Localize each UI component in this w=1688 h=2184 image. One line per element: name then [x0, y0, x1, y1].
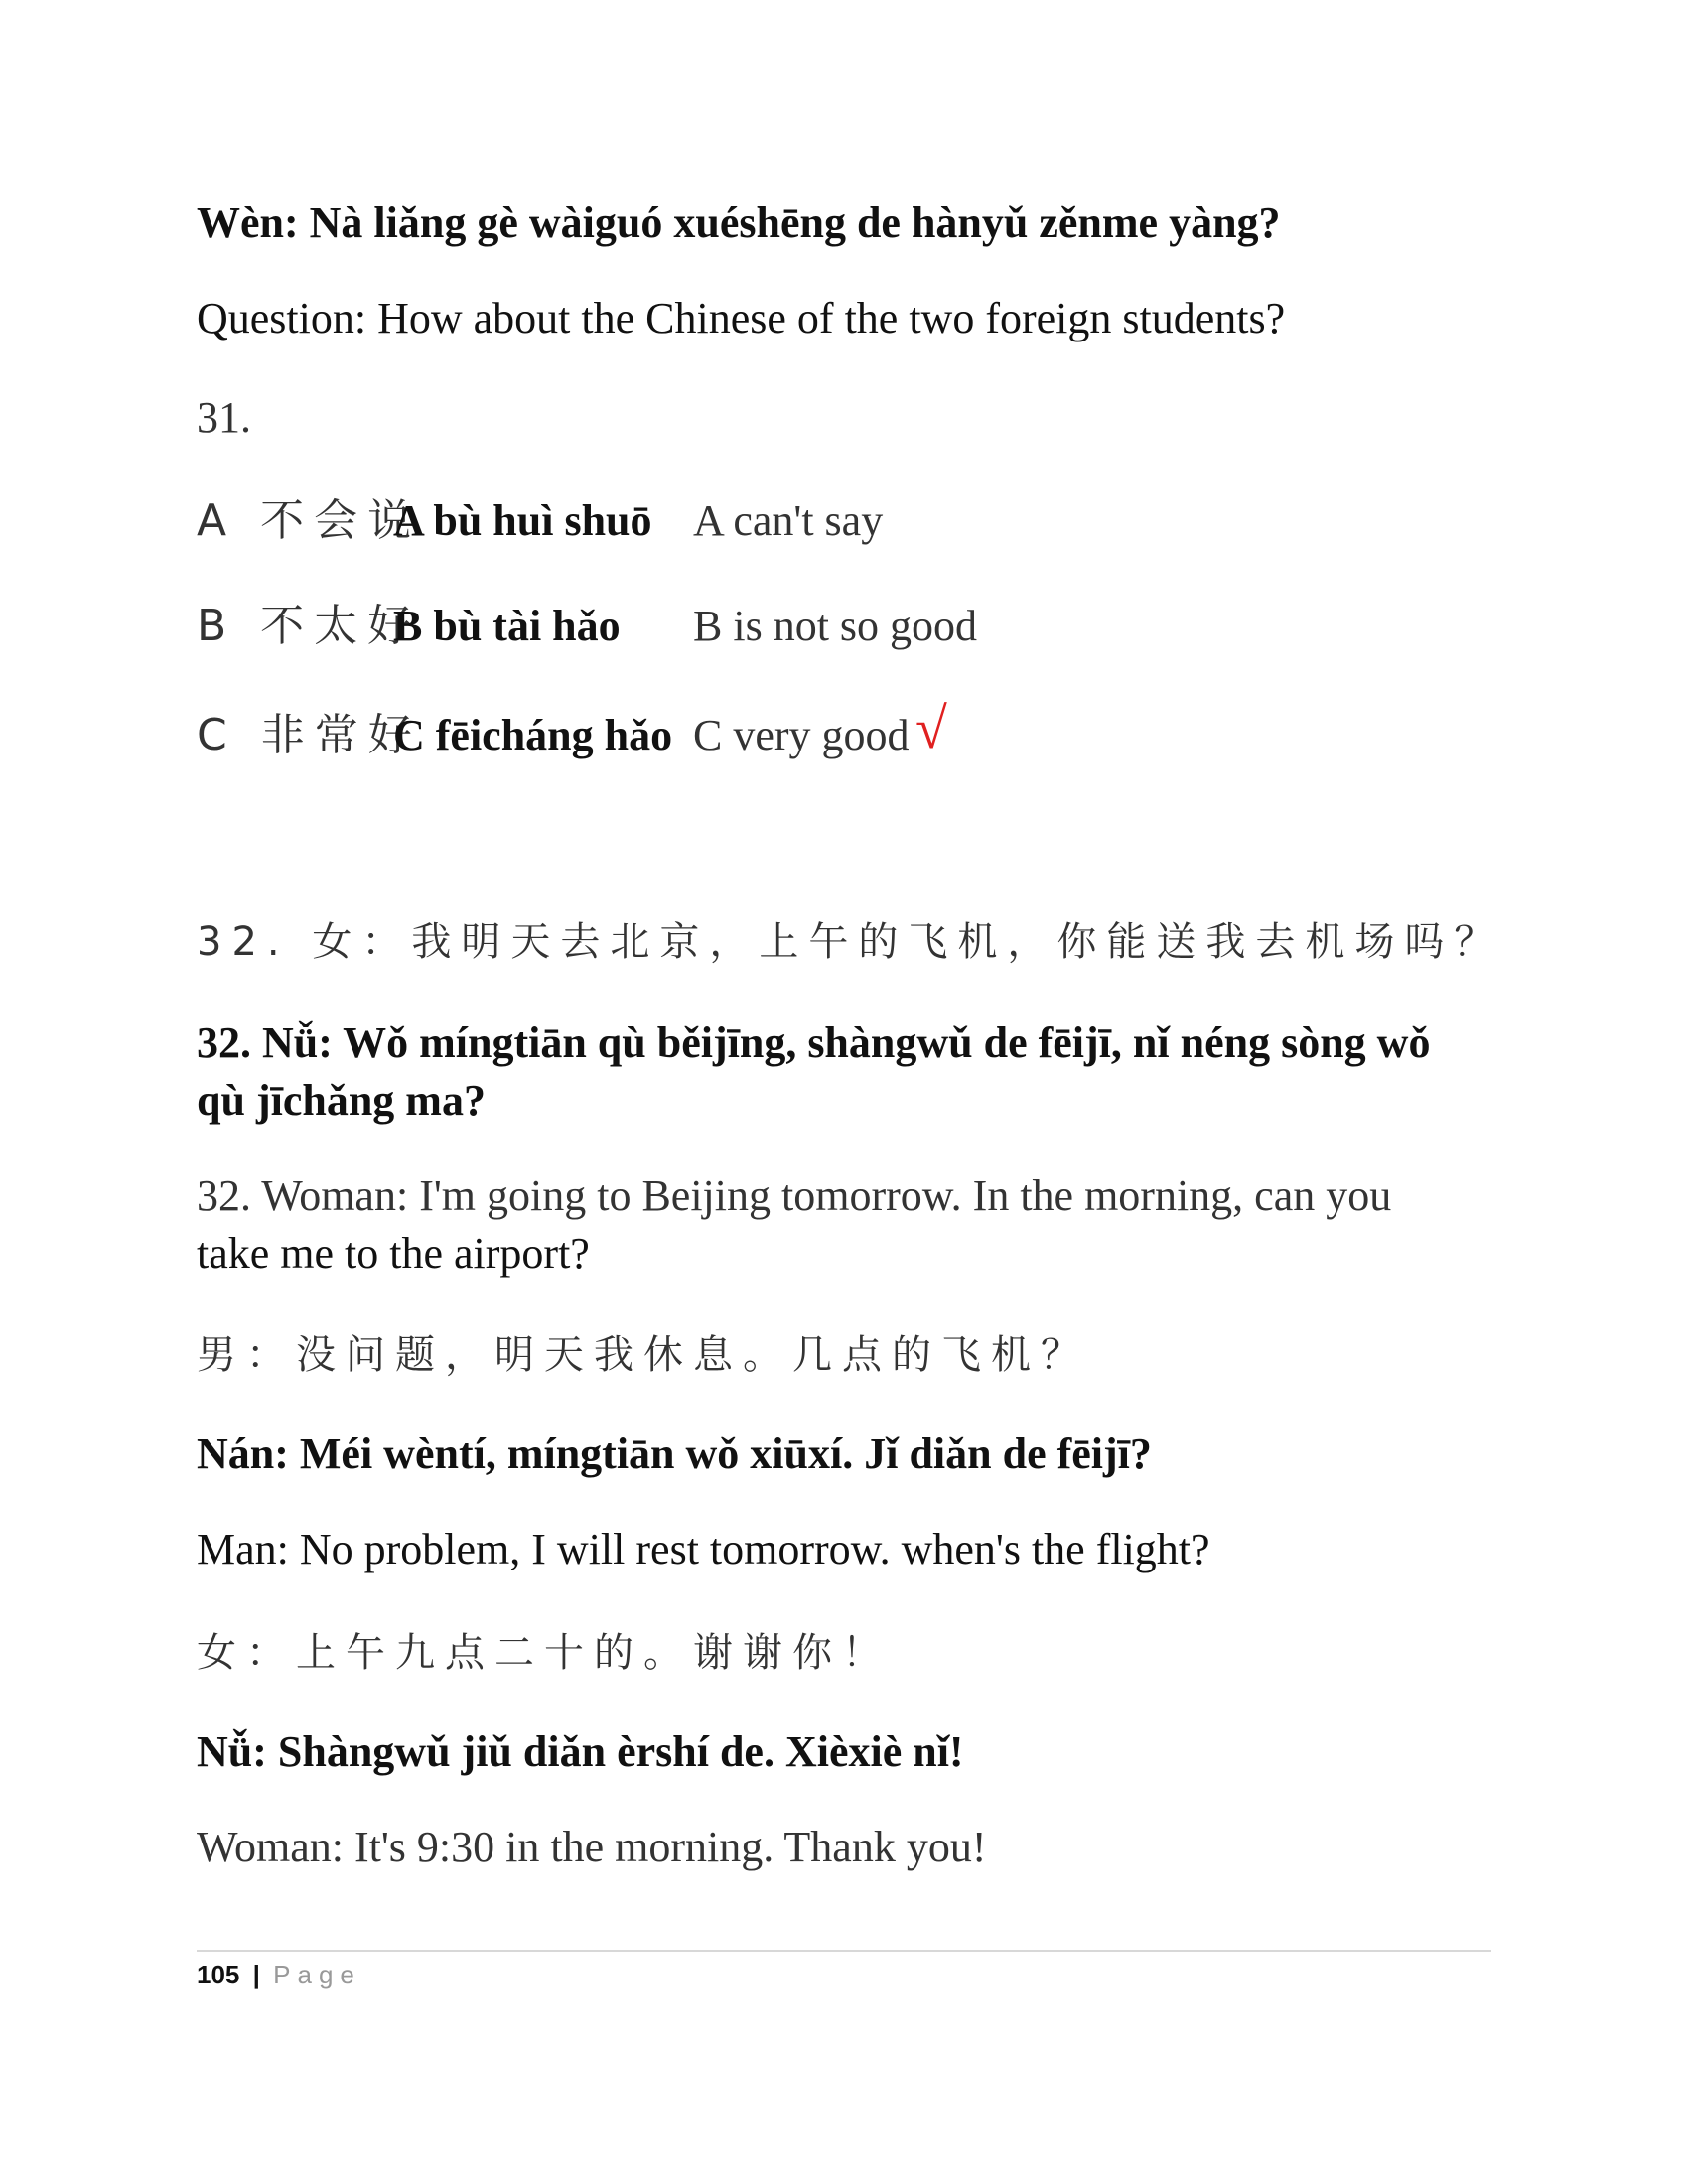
- item-number: 31.: [197, 393, 251, 442]
- option-b-english: B is not so good: [693, 602, 978, 650]
- q32-english-man: Man: No problem, I will rest tomorrow. when's the flight?: [197, 1525, 1210, 1573]
- page-label: Page: [273, 1960, 361, 1989]
- question-pinyin: Wèn: Nà liǎng gè wàiguó xuéshēng de hànyǔ zěnme yàng?: [197, 199, 1281, 247]
- option-c-pinyin: C fēicháng hǎo: [393, 711, 673, 759]
- option-b-chinese: B 不太好: [197, 601, 422, 651]
- question-english: Question: How about the Chinese of the two foreign students?: [197, 294, 1286, 342]
- option-c-english: C very good: [693, 711, 910, 759]
- q32-english-woman-part2: take me to the airport?: [197, 1229, 590, 1278]
- option-c-chinese: C 非常好: [197, 710, 422, 760]
- q32-pinyin-woman2: Nǚ: Shàngwǔ jiǔ diǎn èrshí de. Xièxiè nǐ!: [197, 1727, 964, 1776]
- option-b-pinyin: B bù tài hǎo: [393, 602, 621, 650]
- check-mark-icon: √: [915, 696, 947, 760]
- q32-chinese-man: 男：没问题，明天我休息。几点的飞机？: [197, 1332, 1090, 1378]
- page-number: 105: [197, 1960, 240, 1989]
- q32-chinese-woman2: 女：上午九点二十的。谢谢你！: [197, 1630, 892, 1676]
- q32-chinese-woman: 32. 女：我明天去北京，上午的飞机，你能送我去机场吗？: [197, 919, 1504, 965]
- q32-english-woman-part1: 32. Woman: I'm going to Beijing tomorrow. In the morning, can you: [197, 1171, 1392, 1220]
- option-a-pinyin: A bù huì shuō: [393, 496, 652, 545]
- q32-pinyin-man: Nán: Méi wèntí, míngtiān wǒ xiūxí. Jǐ diǎn de fēijī?: [197, 1430, 1152, 1478]
- option-a-chinese: A 不会说: [197, 495, 422, 546]
- option-a-english: A can't say: [693, 496, 884, 545]
- q32-pinyin-woman: 32. Nǚ: Wǒ míngtiān qù běijīng, shàngwǔ de fēijī, nǐ néng sòng wǒ qù jīchǎng ma?: [197, 1019, 1431, 1125]
- footer-divider: [197, 1950, 1491, 1952]
- q32-english-woman2: Woman: It's 9:30 in the morning. Thank you!: [197, 1823, 987, 1871]
- footer-separator: |: [252, 1960, 260, 1989]
- page-footer: [197, 1958, 361, 1991]
